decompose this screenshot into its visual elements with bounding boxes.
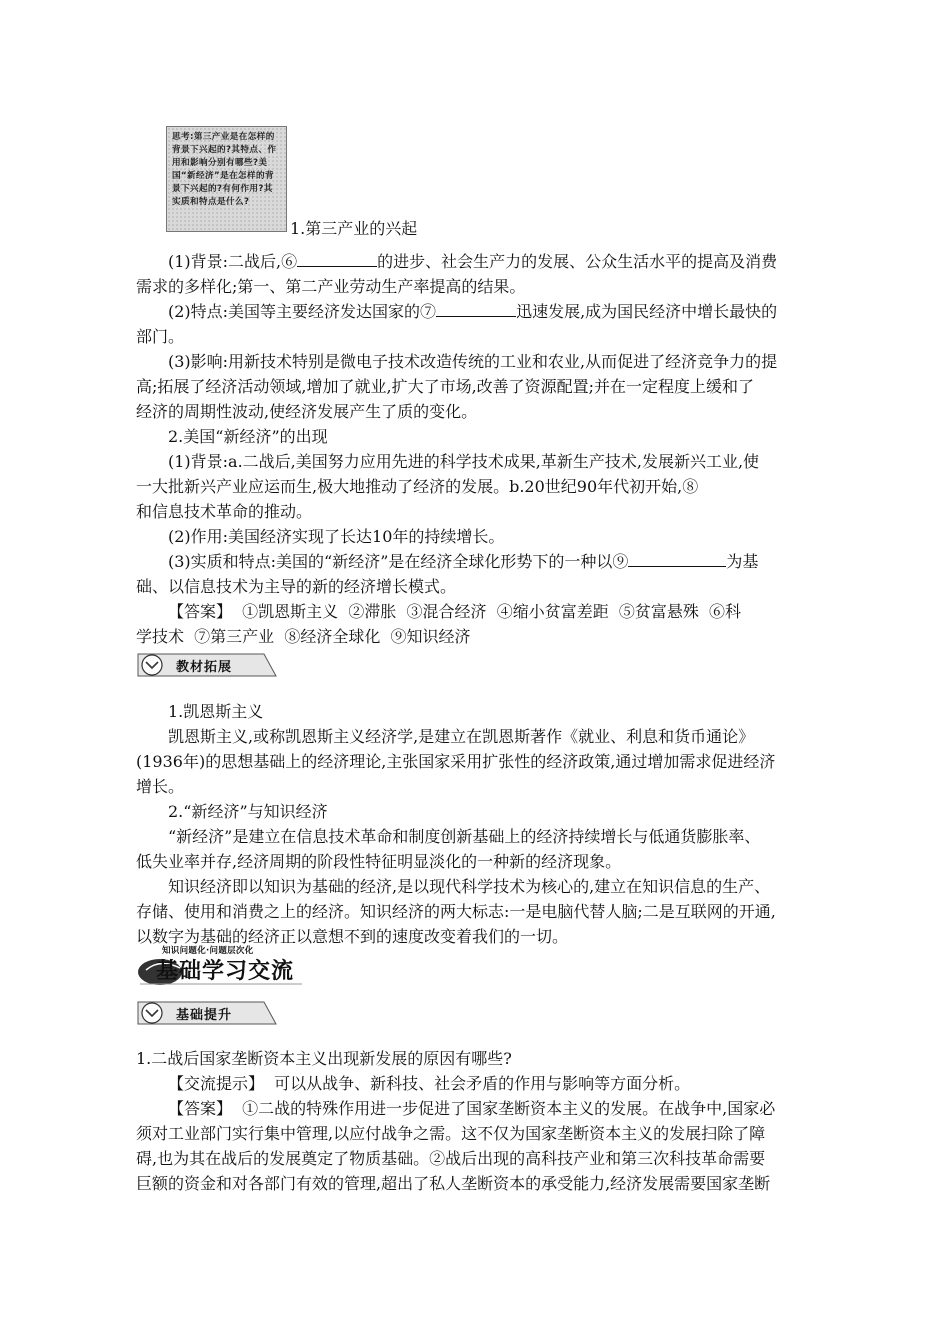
section2-background-line3: 和信息技术革命的推动。: [136, 502, 313, 521]
text-part: 迅速发展,成为国民经济中增长最快的: [516, 302, 778, 321]
tab-basic-improvement: [136, 1000, 278, 1026]
tab-textbook-extension: [136, 652, 278, 678]
question1-answer-line4: 巨额的资金和对各部门有效的管理,超出了私人垄断资本的承受能力,经济发展需要国家垄断: [136, 1174, 771, 1193]
fill-blank-9[interactable]: [628, 552, 726, 567]
section-banner: [136, 944, 306, 988]
ext-para2-line2: 低失业率并存,经济周期的阶段性特征明显淡化的一种新的经济现象。: [136, 852, 622, 871]
question1-hint: 【交流提示】 可以从战争、新科技、社会矛盾的作用与影响等方面分析。: [168, 1074, 691, 1093]
ext-para3-line2: 存储、使用和消费之上的经济。知识经济的两大标志:一是电脑代替人脑;二是互联网的开通,: [136, 902, 776, 921]
ext-heading2: 2.“新经济”与知识经济: [168, 802, 328, 821]
think-box-text: 思考:第三产业是在怎样的背景下兴起的?其特点、作用和影响分别有哪些?美国“新经济”是在怎样的背景下兴起的?有何作用?其实质和特点是什么?: [172, 132, 277, 207]
ext-para1-line3: 增长。: [136, 777, 185, 796]
text-part: 为基: [726, 552, 759, 571]
section1-impact-line3: 经济的周期性波动,使经济发展产生了质的变化。: [136, 402, 478, 421]
section1-feature-line2: 部门。: [136, 327, 185, 346]
section1-impact-line1: (3)影响:用新技术特别是微电子技术改造传统的工业和农业,从而促进了经济竞争力的提: [168, 352, 778, 371]
answer-line2: 学技术 ⑦第三产业 ⑧经济全球化 ⑨知识经济: [136, 627, 471, 646]
section2-background-line1: (1)背景:a.二战后,美国努力应用先进的科学技术成果,革新生产技术,发展新兴工业,使: [168, 452, 760, 471]
section1-heading: 1.第三产业的兴起: [290, 219, 418, 238]
ext-para3-line1: 知识经济即以知识为基础的经济,是以现代科学技术为核心的,建立在知识信息的生产、: [168, 877, 771, 896]
question1-answer-line3: 碍,也为其在战后的发展奠定了物质基础。②战后出现的高科技产业和第三次科技革命需要: [136, 1149, 766, 1168]
section1-background-line1: [168, 252, 777, 272]
ext-para1-line2: (1936年)的思想基础上的经济理论,主张国家采用扩张性的经济政策,通过增加需求促进经济: [136, 752, 776, 771]
section2-essence-line2: 础、以信息技术为主导的新的经济增长模式。: [136, 577, 457, 596]
fill-blank-7[interactable]: [436, 302, 516, 317]
tab-label: 基础提升: [176, 1008, 233, 1023]
banner-subtitle: 知识问题化·问题层次化: [162, 946, 254, 956]
ext-para2-line1: “新经济”是建立在信息技术革命和制度创新基础上的经济持续增长与低通货膨胀率、: [168, 827, 761, 846]
tab-label: 教材拓展: [176, 660, 233, 675]
section1-background-line2: 需求的多样化;第一、第二产业劳动生产率提高的结果。: [136, 277, 526, 296]
section2-essence-line1: [168, 552, 758, 572]
think-box: [166, 126, 287, 232]
question1: 1.二战后国家垄断资本主义出现新发展的原因有哪些?: [136, 1049, 512, 1068]
section2-role: (2)作用:美国经济实现了长达10年的持续增长。: [168, 527, 505, 546]
text-part: 的进步、社会生产力的发展、公众生活水平的提高及消费: [377, 252, 778, 271]
section2-background-line2: 一大批新兴产业应运而生,极大地推动了经济的发展。b.20世纪90年代初开始,⑧: [136, 477, 699, 496]
question1-answer-line2: 须对工业部门实行集中管理,以应付战争之需。这不仅为国家垄断资本主义的发展扫除了障: [136, 1124, 766, 1143]
section2-heading: 2.美国“新经济”的出现: [168, 427, 328, 446]
ext-heading1: 1.凯恩斯主义: [168, 702, 264, 721]
ext-para3-line3: 以数字为基础的经济正以意想不到的速度改变着我们的一切。: [136, 927, 569, 946]
question1-answer-line1: 【答案】 ①二战的特殊作用进一步促进了国家垄断资本主义的发展。在战争中,国家必: [168, 1099, 776, 1118]
answer-line1: 【答案】 ①凯恩斯主义 ②滞胀 ③混合经济 ④缩小贫富差距 ⑤贫富悬殊 ⑥科: [168, 602, 742, 621]
text-part: (1)背景:二战后,⑥: [168, 252, 298, 271]
section1-feature-line1: [168, 302, 777, 322]
section1-impact-line2: 高;拓展了经济活动领域,增加了就业,扩大了市场,改善了资源配置;并在一定程度上缓和了: [136, 377, 755, 396]
text-part: (3)实质和特点:美国的“新经济”是在经济全球化形势下的一种以⑨: [168, 552, 629, 571]
text-part: (2)特点:美国等主要经济发达国家的⑦: [168, 302, 437, 321]
banner-title: 基础学习交流: [156, 959, 295, 984]
ext-para1-line1: 凯恩斯主义,或称凯恩斯主义经济学,是建立在凯恩斯著作《就业、利息和货币通论》: [168, 727, 755, 746]
fill-blank-6[interactable]: [297, 252, 377, 267]
